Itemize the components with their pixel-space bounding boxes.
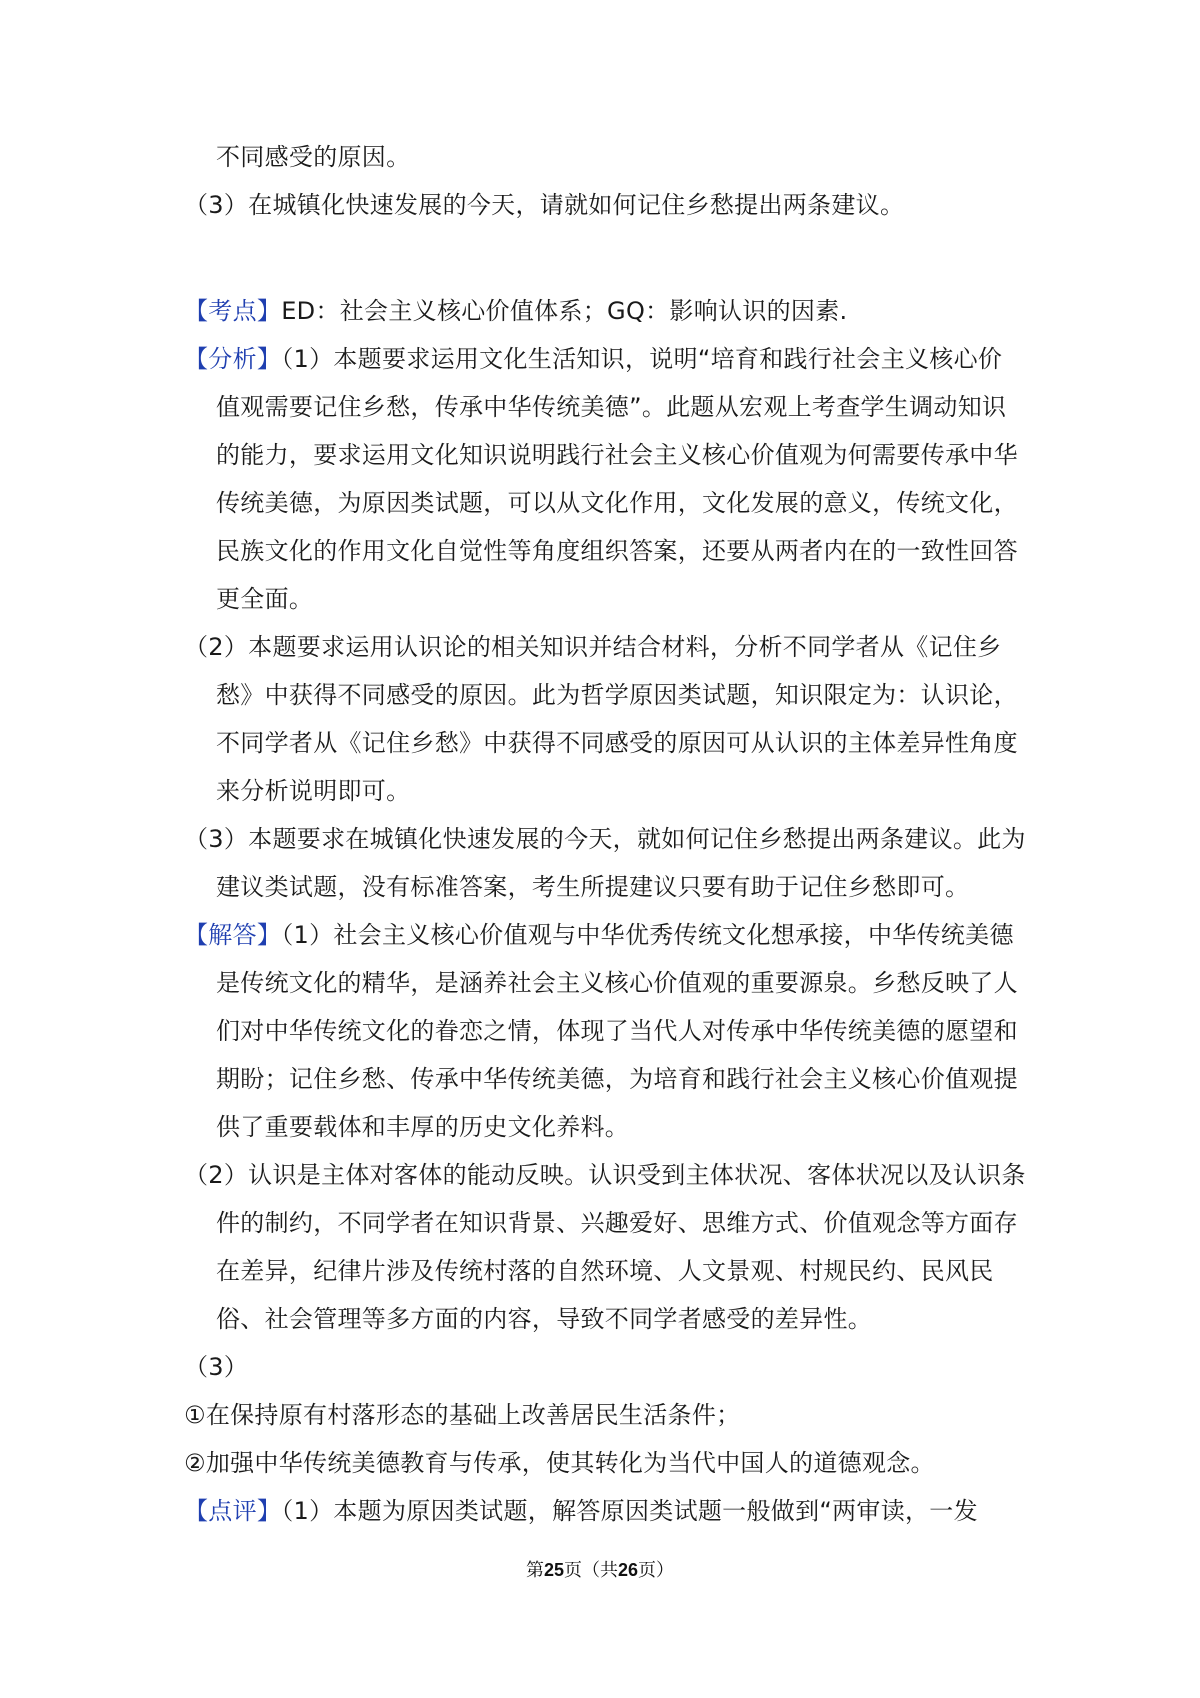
question-3: （3）在城镇化快速发展的今天，请就如何记住乡愁提出两条建议。	[184, 191, 905, 219]
fenxi-p1-line: 更全面。	[216, 585, 314, 613]
jieda-p1-line: 供了重要载体和丰厚的历史文化养料。	[216, 1113, 630, 1141]
kaodian-tag: 【考点】	[184, 297, 282, 325]
fenxi-p1-line: 值观需要记住乡愁，传承中华传统美德”。此题从宏观上考查学生调动知识	[216, 393, 1007, 421]
jieda-p1-line: 们对中华传统文化的眷恋之情，体现了当代人对传承中华传统美德的愿望和	[216, 1017, 1018, 1045]
fenxi-p1-line: 民族文化的作用文化自觉性等角度组织答案，还要从两者内在的一致性回答	[216, 537, 1018, 565]
jieda-p1-line: 是传统文化的精华，是涵养社会主义核心价值观的重要源泉。乡愁反映了人	[216, 969, 1018, 997]
footer-suffix: 页）	[638, 1560, 675, 1581]
jieda-p2-line: 俗、社会管理等多方面的内容，导致不同学者感受的差异性。	[216, 1305, 873, 1333]
fenxi-line-1	[184, 342, 1002, 376]
jieda-p1-line: （1）社会主义核心价值观与中华优秀传统文化想承接，中华传统美德	[281, 921, 1014, 949]
current-page-number: 25	[543, 1560, 564, 1580]
kaodian-text: ED：社会主义核心价值体系；GQ：影响认识的因素.	[281, 297, 848, 325]
jieda-p2-line: 在差异，纪律片涉及传统村落的自然环境、人文景观、村规民约、民风民	[216, 1257, 994, 1285]
fenxi-p2-line: （2）本题要求运用认识论的相关知识并结合材料，分析不同学者从《记住乡	[184, 633, 1002, 661]
fenxi-p2-line: 不同学者从《记住乡愁》中获得不同感受的原因可从认识的主体差异性角度	[216, 729, 1018, 757]
footer-middle: 页（共	[564, 1560, 618, 1581]
jieda-item-2: ②加强中华传统美德教育与传承，使其转化为当代中国人的道德观念。	[184, 1449, 935, 1477]
dianping-text: （1）本题为原因类试题，解答原因类试题一般做到“两审读，一发	[281, 1497, 978, 1525]
total-pages-number: 26	[618, 1560, 639, 1580]
question-continuation: 不同感受的原因。	[216, 143, 411, 171]
page-footer	[0, 1556, 1200, 1582]
kaodian-line	[184, 294, 847, 328]
dianping-tag: 【点评】	[184, 1497, 282, 1525]
fenxi-p3-line: 建议类试题，没有标准答案，考生所提建议只要有助于记住乡愁即可。	[216, 873, 970, 901]
fenxi-p1-line: （1）本题要求运用文化生活知识，说明“培育和践行社会主义核心价	[281, 345, 1003, 373]
fenxi-p1-line: 传统美德，为原因类试题，可以从文化作用，文化发展的意义，传统文化，	[216, 489, 1018, 517]
jieda-tag: 【解答】	[184, 921, 282, 949]
jieda-line-1	[184, 918, 1014, 952]
jieda-p1-line: 期盼；记住乡愁、传承中华传统美德，为培育和践行社会主义核心价值观提	[216, 1065, 1018, 1093]
jieda-p2-line: 件的制约，不同学者在知识背景、兴趣爱好、思维方式、价值观念等方面存	[216, 1209, 1018, 1237]
fenxi-p3-line: （3）本题要求在城镇化快速发展的今天，就如何记住乡愁提出两条建议。此为	[184, 825, 1026, 853]
jieda-p2-line: （2）认识是主体对客体的能动反映。认识受到主体状况、客体状况以及认识条	[184, 1161, 1026, 1189]
dianping-line	[184, 1494, 978, 1528]
fenxi-p1-line: 的能力，要求运用文化知识说明践行社会主义核心价值观为何需要传承中华	[216, 441, 1018, 469]
jieda-item-1: ①在保持原有村落形态的基础上改善居民生活条件；	[184, 1401, 741, 1429]
fenxi-p2-line: 来分析说明即可。	[216, 777, 411, 805]
footer-prefix: 第	[525, 1560, 544, 1581]
fenxi-p2-line: 愁》中获得不同感受的原因。此为哲学原因类试题，知识限定为：认识论，	[216, 681, 1018, 709]
fenxi-tag: 【分析】	[184, 345, 282, 373]
jieda-p3-label: （3）	[184, 1353, 249, 1381]
